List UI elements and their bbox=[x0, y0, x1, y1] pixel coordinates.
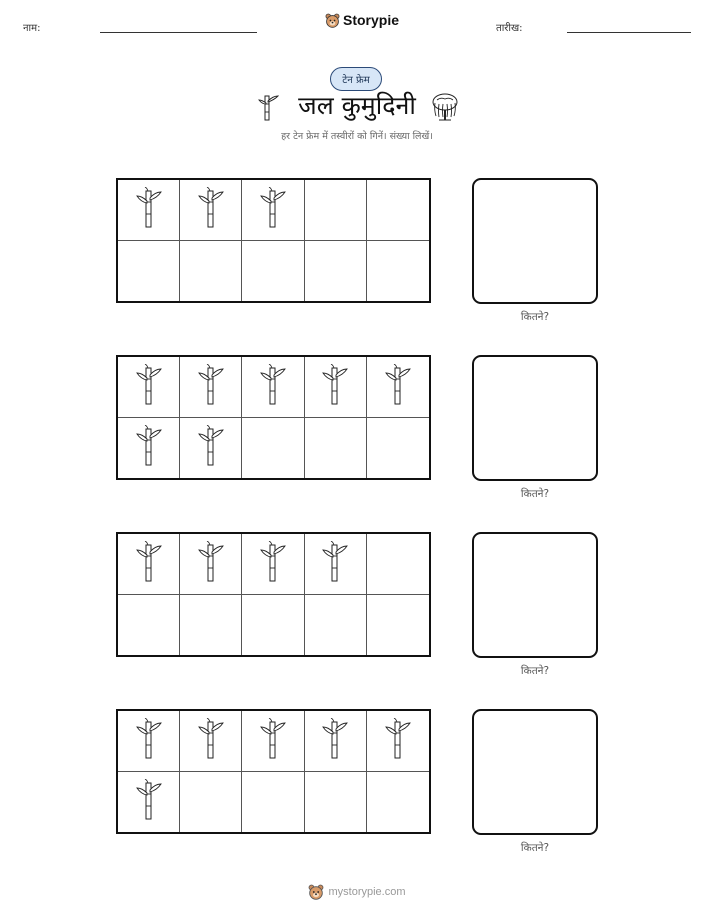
frame-cell bbox=[242, 711, 304, 772]
frame-cell bbox=[305, 711, 367, 772]
bamboo-icon bbox=[322, 541, 348, 587]
date-label: तारीख: bbox=[496, 23, 523, 34]
frame-cell bbox=[367, 711, 429, 772]
frame-cell bbox=[305, 241, 367, 302]
bear-face-icon bbox=[308, 884, 324, 900]
willow-tree-icon bbox=[429, 92, 461, 126]
bamboo-icon bbox=[198, 718, 224, 764]
page-title: जल कुमुदिनी bbox=[298, 91, 416, 120]
frame-cell bbox=[118, 241, 180, 302]
bamboo-icon bbox=[136, 425, 162, 471]
frame-cell bbox=[305, 357, 367, 418]
frame-cell bbox=[180, 418, 242, 479]
bamboo-icon bbox=[385, 364, 411, 410]
bamboo-icon bbox=[322, 718, 348, 764]
frame-cell bbox=[242, 357, 304, 418]
bamboo-icon bbox=[322, 364, 348, 410]
brand-name: Storypie bbox=[343, 12, 400, 28]
bamboo-icon bbox=[198, 425, 224, 471]
frame-cell bbox=[180, 772, 242, 833]
instructions: हर टेन फ्रेम में तस्वीरों को गिनें। संख्या लिखें। bbox=[281, 131, 433, 142]
answer-label: कितने? bbox=[520, 311, 550, 323]
answer-box[interactable] bbox=[472, 709, 598, 835]
frame-cell bbox=[118, 534, 180, 595]
frame-cell bbox=[305, 180, 367, 241]
frame-cell bbox=[305, 534, 367, 595]
brand-logo bbox=[325, 12, 399, 28]
worksheet-type-badge: टेन फ्रेम bbox=[330, 67, 382, 91]
bamboo-icon bbox=[136, 364, 162, 410]
answer-box[interactable] bbox=[472, 178, 598, 304]
bamboo-icon bbox=[198, 364, 224, 410]
frame-cell bbox=[118, 595, 180, 656]
answer-label: कितने? bbox=[520, 842, 550, 854]
ten-frame bbox=[116, 532, 431, 657]
bamboo-icon bbox=[260, 187, 286, 233]
ten-frame bbox=[116, 709, 431, 834]
bear-face-icon bbox=[325, 13, 340, 28]
frame-cell bbox=[242, 772, 304, 833]
bamboo-icon bbox=[136, 718, 162, 764]
answer-box[interactable] bbox=[472, 532, 598, 658]
bamboo-icon bbox=[136, 187, 162, 233]
answer-label: कितने? bbox=[520, 488, 550, 500]
date-field[interactable] bbox=[567, 32, 691, 33]
bamboo-icon bbox=[260, 718, 286, 764]
footer bbox=[0, 884, 714, 900]
frame-cell bbox=[118, 772, 180, 833]
frame-cell bbox=[367, 772, 429, 833]
bamboo-icon bbox=[198, 187, 224, 233]
frame-cell bbox=[305, 595, 367, 656]
answer-label: कितने? bbox=[520, 665, 550, 677]
frame-cell bbox=[180, 357, 242, 418]
frame-cell bbox=[367, 418, 429, 479]
ten-frame bbox=[116, 178, 431, 303]
bamboo-icon bbox=[385, 718, 411, 764]
frame-cell bbox=[242, 180, 304, 241]
ten-frame bbox=[116, 355, 431, 480]
frame-cell bbox=[305, 772, 367, 833]
bamboo-icon bbox=[198, 541, 224, 587]
footer-url: mystorypie.com bbox=[328, 886, 406, 898]
bamboo-icon bbox=[258, 92, 280, 126]
frame-cell bbox=[180, 595, 242, 656]
frame-cell bbox=[180, 534, 242, 595]
name-field[interactable] bbox=[100, 32, 257, 33]
frame-cell bbox=[180, 241, 242, 302]
frame-cell bbox=[242, 418, 304, 479]
frame-cell bbox=[118, 357, 180, 418]
frame-cell bbox=[118, 418, 180, 479]
frame-cell bbox=[367, 180, 429, 241]
frame-cell bbox=[180, 711, 242, 772]
bamboo-icon bbox=[260, 364, 286, 410]
frame-cell bbox=[242, 595, 304, 656]
frame-cell bbox=[305, 418, 367, 479]
frame-cell bbox=[367, 595, 429, 656]
bamboo-icon bbox=[136, 779, 162, 825]
frame-cell bbox=[118, 180, 180, 241]
frame-cell bbox=[118, 711, 180, 772]
answer-box[interactable] bbox=[472, 355, 598, 481]
frame-cell bbox=[242, 534, 304, 595]
name-label: नाम: bbox=[23, 23, 41, 34]
bamboo-icon bbox=[260, 541, 286, 587]
frame-cell bbox=[242, 241, 304, 302]
frame-cell bbox=[367, 357, 429, 418]
frame-cell bbox=[367, 534, 429, 595]
frame-cell bbox=[180, 180, 242, 241]
bamboo-icon bbox=[136, 541, 162, 587]
frame-cell bbox=[367, 241, 429, 302]
